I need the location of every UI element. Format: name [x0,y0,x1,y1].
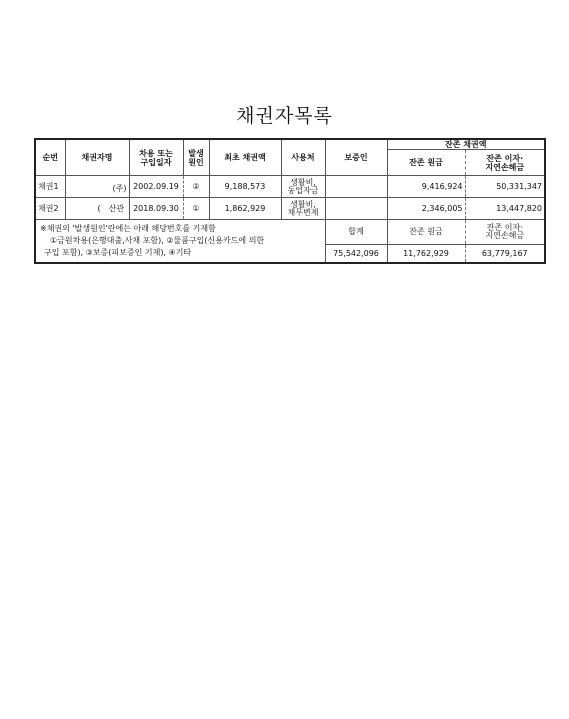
document-title: 채권자목록 [236,105,333,127]
redacted-area [101,204,109,211]
row-guarantor [325,176,387,198]
header-remaining-interest-line2: 지연손해금 [485,162,525,172]
row-no: 채권2 [35,198,65,220]
row-no: 채권1 [35,176,65,198]
row-interest: 13,447,820 [465,198,545,220]
row-cause: ② [183,176,209,198]
summary-interest-label-line2: 지연손해금 [485,230,525,240]
summary-interest-label-line1: 잔존 이자· [486,222,523,232]
header-cause-line1: 발생 [188,148,204,158]
cause-note [35,220,325,264]
header-remaining: 잔존 채권액 [387,139,545,150]
header-guarantor: 보증인 [325,139,387,176]
table-row [35,176,545,198]
row-date: 2002.09.19 [129,176,183,198]
row-creditor-text: (주) [112,183,127,193]
header-borrow-date-line1: 차용 또는 [139,148,173,158]
redacted-area [85,180,113,191]
row-usage [281,198,325,220]
row-initial: 9,188,573 [209,176,281,198]
header-remaining-principal: 잔존 원금 [387,150,465,176]
summary-interest: 63,779,167 [465,244,545,263]
row-creditor [65,198,129,220]
header-cause-line2: 원인 [188,157,204,167]
summary-principal: 11,762,929 [387,244,465,263]
note-line3: 구입 포함), ③보증(피보증인 기재), ④기타 [44,248,192,257]
row-creditor-text-2: 산관 [108,204,125,213]
header-usage: 사용처 [281,139,325,176]
row-creditor-text: ( [97,204,101,213]
row-usage-line1: 생활비, [290,199,316,209]
note-line2: ①금원차용(은행대출,사채 포함), ②물품구입(신용카드에 의한 [50,236,265,245]
row-creditor [65,176,129,198]
header-no: 순번 [35,139,65,176]
header-remaining-interest [465,150,545,176]
row-usage-line2: 동업자금 [287,185,319,195]
header-remaining-interest-line1: 잔존 이자· [486,153,524,163]
note-line1: ※채권의 '발생원인'란에는 아래 해당번호를 기재함 [40,224,216,233]
summary-total: 75,542,096 [325,244,387,263]
header-creditor: 채권자명 [65,139,129,176]
row-cause: ① [183,198,209,220]
header-cause [183,139,209,176]
header-initial-amount: 최초 채권액 [209,139,281,176]
row-principal: 9,416,924 [387,176,465,198]
table-row [35,198,545,220]
row-guarantor [325,198,387,220]
row-interest: 50,331,347 [465,176,545,198]
header-borrow-date-line2: 구입일자 [140,157,172,167]
row-usage-line2: 채무변제 [287,207,319,217]
row-principal: 2,346,005 [387,198,465,220]
summary-principal-label: 잔존 원금 [387,220,465,245]
row-usage-line1: 생활비, [290,177,316,187]
header-borrow-date [129,139,183,176]
row-date: 2018.09.30 [129,198,183,220]
row-initial: 1,862,929 [209,198,281,220]
creditor-table [34,138,546,264]
summary-total-label: 합계 [325,220,387,245]
row-usage [281,176,325,198]
summary-interest-label [465,220,545,245]
